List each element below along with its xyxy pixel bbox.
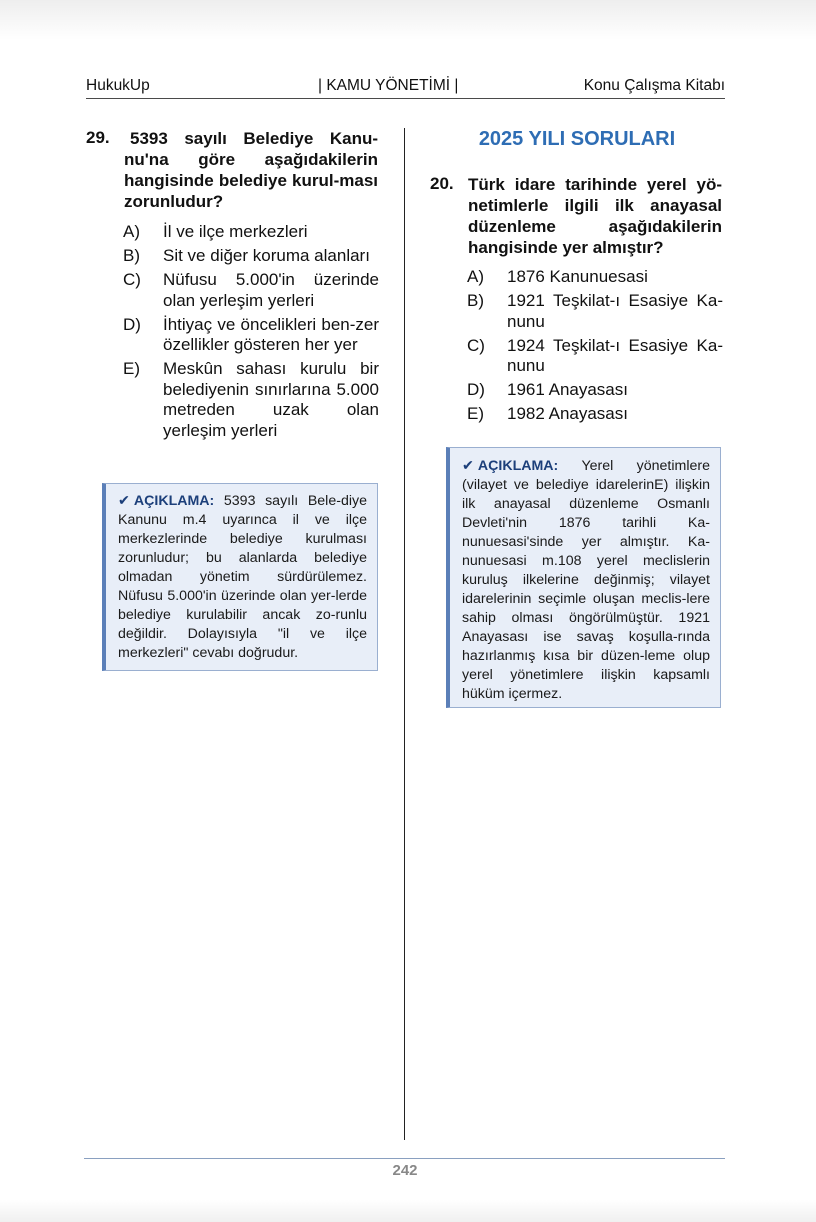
check-icon: ✔ bbox=[118, 493, 130, 509]
option-e[interactable] bbox=[467, 404, 723, 425]
header-subject: | KAMU YÖNETİMİ | bbox=[318, 77, 459, 94]
option-d[interactable] bbox=[467, 380, 723, 401]
option-text: 1982 Anayasası bbox=[507, 404, 628, 423]
question-20 bbox=[430, 174, 724, 434]
page-header bbox=[86, 76, 725, 99]
option-d[interactable] bbox=[123, 315, 379, 356]
explanation-box bbox=[446, 447, 721, 708]
question-text: 5393 sayılı Belediye Kanu-nu'na göre aşağıdakilerin hangisinde belediye kurul-ması zorunludur? bbox=[124, 129, 378, 211]
option-text: 1921 Teşkilat-ı Esasiye Ka-nunu bbox=[507, 291, 723, 331]
option-text: Sit ve diğer koruma alanları bbox=[163, 246, 370, 265]
option-b[interactable] bbox=[467, 291, 723, 332]
question-text: Türk idare tarihinde yerel yö-netimlerle ilgili ilk anayasal düzenleme aşağıdakilerin hangisinde yer almıştır? bbox=[468, 175, 722, 257]
page-number: 242 bbox=[392, 1162, 418, 1179]
options-list bbox=[467, 267, 723, 428]
footer-rule bbox=[84, 1158, 725, 1159]
check-icon: ✔ bbox=[462, 458, 474, 474]
question-number: 29. bbox=[86, 128, 110, 147]
option-letter: A) bbox=[123, 222, 140, 241]
option-text: İl ve ilçe merkezleri bbox=[163, 222, 308, 241]
option-letter: D) bbox=[123, 314, 141, 334]
option-text: 1961 Anayasası bbox=[507, 380, 628, 399]
option-a[interactable] bbox=[467, 267, 723, 288]
option-text: Nüfusu 5.000'in üzerinde olan yerleşim yerleri bbox=[163, 270, 379, 310]
option-c[interactable] bbox=[467, 336, 723, 377]
option-letter: E) bbox=[467, 404, 484, 423]
section-title: 2025 YILI SORULARI bbox=[478, 128, 676, 150]
header-brand: HukukUp bbox=[86, 77, 150, 94]
options-list bbox=[123, 222, 379, 445]
question-number: 20. bbox=[430, 174, 454, 193]
option-text: 1924 Teşkilat-ı Esasiye Ka-nunu bbox=[507, 335, 723, 375]
explanation-heading: AÇIKLAMA: bbox=[133, 493, 215, 509]
header-book-title: Konu Çalışma Kitabı bbox=[583, 77, 725, 94]
option-text: 1876 Kanunuesasi bbox=[507, 267, 648, 286]
option-letter: E) bbox=[123, 359, 140, 378]
option-e[interactable] bbox=[123, 359, 379, 441]
option-letter: B) bbox=[467, 291, 484, 310]
option-letter: C) bbox=[123, 270, 141, 289]
option-c[interactable] bbox=[123, 270, 379, 311]
option-letter: D) bbox=[467, 380, 485, 399]
option-a[interactable] bbox=[123, 222, 379, 243]
option-text: Meskûn sahası kurulu bir belediyenin sınırlarına 5.000 metreden uzak olan yerleşim yerleri bbox=[163, 359, 379, 440]
option-b[interactable] bbox=[123, 246, 379, 267]
option-letter: C) bbox=[467, 335, 485, 355]
explanation-text: Yerel yönetimlere (vilayet ve belediye idarelerinE) ilişkin ilk anayasal düzenleme Osmanlı Devleti'nin 1876 tarihli Ka-nunuesasi'sinde yer almıştır. Ka-nunuesasi m.108 yerel meclislerin kuruluş ilkelerine değinmiş; vilayet idarelerinin seçimle oluşan meclis-lere sahip olması öngörülmüştür. 1921 Anayasası ise savaş koşulla-rında hazırlanmış kısa bir düzen-leme olup yerel yönetimlere ilişkin kapsamlı hüküm içermez. bbox=[462, 458, 710, 702]
explanation-box bbox=[102, 483, 378, 671]
column-divider bbox=[404, 128, 405, 1140]
option-letter: A) bbox=[467, 267, 484, 286]
option-letter: B) bbox=[123, 246, 140, 265]
question-29 bbox=[86, 128, 380, 468]
explanation-heading: AÇIKLAMA: bbox=[477, 458, 559, 474]
explanation-text: 5393 sayılı Bele-diye Kanunu m.4 uyarınca il ve ilçe merkezlerinde belediye kurulması zorunludur; bu alanlarda belediye olmadan yönetim sürdürülemez. Nüfusu 5.000'in üzerinde olan yer-lerde belediye kurulabilir ancak zo-runlu değildir. Dolayısıyla "il ve ilçe merkezleri" cevabı doğrudur. bbox=[118, 493, 367, 661]
option-text: İhtiyaç ve öncelikleri ben-zer özellikler gösteren her yer bbox=[163, 314, 379, 354]
